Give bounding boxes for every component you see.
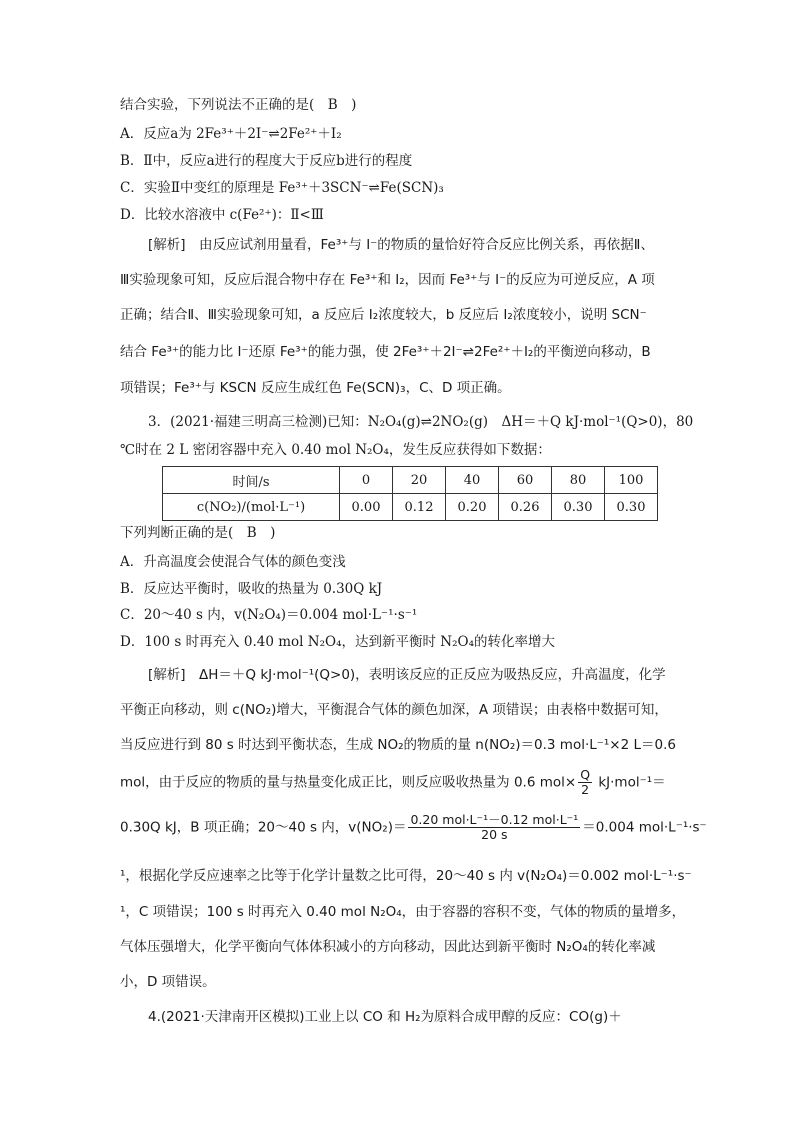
q2-option-d: D．比较水溶液中 c(Fe²⁺)：Ⅱ<Ⅲ (120, 207, 324, 223)
table-cell: 0 (340, 467, 393, 494)
q3-prompt: 下列判断正确的是( B ) (120, 525, 276, 541)
table-cell: 100 (605, 467, 658, 494)
q2-analysis-line: 正确；结合Ⅱ、Ⅲ实验现象可知，a 反应后 I₂浓度较大，b 反应后 I₂浓度较小，说明 SCN⁻ (120, 307, 647, 323)
q2-stem: 结合实验，下列说法不正确的是( B ) (120, 97, 357, 113)
q3-option-c: C．20～40 s 内，v(N₂O₄)＝0.004 mol·L⁻¹·s⁻¹ (120, 607, 418, 623)
q3-option-a: A．升高温度会使混合气体的颜色变浅 (120, 554, 346, 570)
table-header-time: 时间/s (163, 467, 340, 494)
q2-analysis-line: Ⅲ实验现象可知，反应后混合物中存在 Fe³⁺和 I₂，因而 Fe³⁺与 I⁻的反应为可逆反应，A 项 (120, 272, 655, 288)
q3-option-d: D．100 s 时再充入 0.40 mol N₂O₄，达到新平衡时 N₂O₄的转化率增大 (120, 634, 555, 650)
table-cell: 0.26 (499, 494, 552, 521)
table-cell: 0.20 (446, 494, 499, 521)
fraction-rate: $\frac{\text{0.20 mol·L⁻¹－0.12 mol·L⁻¹}}{20 s}$ (410, 812, 579, 842)
table-header-concentration: c(NO₂)/(mol·L⁻¹) (163, 494, 340, 521)
table-cell: 0.00 (340, 494, 393, 521)
q2-analysis-line: [解析] 由反应试剂用量看，Fe³⁺与 I⁻的物质的量恰好符合反应比例关系，再依据Ⅱ、 (148, 237, 654, 253)
table-cell: 80 (552, 467, 605, 494)
q3-analysis-line: [解析] ΔH＝＋Q kJ·mol⁻¹(Q>0)，表明该反应的正反应为吸热反应，升高温度，化学 (148, 667, 666, 683)
table-cell: 40 (446, 467, 499, 494)
q3-data-table (162, 466, 658, 521)
q3-analysis-line: 当反应进行到 80 s 时达到平衡状态，生成 NO₂的物质的量 n(NO₂)＝0.3 mol·L⁻¹×2 L＝0.6 (120, 737, 676, 753)
q2-analysis-line: 项错误；Fe³⁺与 KSCN 反应生成红色 Fe(SCN)₃，C、D 项正确。 (120, 380, 511, 396)
q2-analysis-line: 结合 Fe³⁺的能力比 I⁻还原 Fe³⁺的能力强，使 2Fe³⁺＋2I⁻⇌2Fe²⁺＋I₂的平衡逆向移动，B (120, 344, 651, 360)
table-row (163, 467, 658, 494)
table-cell: 20 (393, 467, 446, 494)
q4-stem: 4.(2021·天津南开区模拟)工业上以 CO 和 H₂为原料合成甲醇的反应：CO(g)＋ (148, 1009, 622, 1025)
q3-analysis-line: 小，D 项错误。 (120, 974, 216, 990)
q2-option-b: B．Ⅱ中，反应a进行的程度大于反应b进行的程度 (120, 153, 413, 169)
q3-stem-line: 3．(2021·福建三明高三检测)已知：N₂O₄(g)⇌2NO₂(g) ΔH＝＋Q kJ·mol⁻¹(Q>0)，80 (148, 414, 694, 430)
q2-option-a: A．反应a为 2Fe³⁺＋2I⁻⇌2Fe²⁺＋I₂ (120, 126, 342, 142)
q3-analysis-line-fraction: mol，由于反应的物质的量与热量变化成正比，则反应吸收热量为 0.6 mol× $\frac{Q}{2}$ kJ·mol⁻¹＝ (120, 767, 666, 797)
q3-analysis-line: ¹，根据化学反应速率之比等于化学计量数之比可得，20～40 s 内 v(N₂O₄)＝0.002 mol·L⁻¹·s⁻ (120, 868, 692, 884)
table-row (163, 494, 658, 521)
q3-analysis-line: 平衡正向移动，则 c(NO₂)增大，平衡混合气体的颜色加深，A 项错误；由表格中数据可知， (120, 702, 668, 718)
table-cell: 0.30 (605, 494, 658, 521)
q3-analysis-line-rate: 0.30Q kJ，B 项正确；20～40 s 内，v(NO₂)＝ $\frac{\text{0.20 mol·L⁻¹－0.12 mol·L⁻¹}}{20 s}$ ＝0.004 mol·L⁻¹·s⁻ (120, 812, 707, 842)
table-cell: 60 (499, 467, 552, 494)
q3-option-b: B．反应达平衡时，吸收的热量为 0.30Q kJ (120, 581, 383, 597)
q3-analysis-line: ¹，C 项错误；100 s 时再充入 0.40 mol N₂O₄，由于容器的容积不变，气体的物质的量增多， (120, 904, 686, 920)
table-cell: 0.12 (393, 494, 446, 521)
table-cell: 0.30 (552, 494, 605, 521)
fraction-q-over-2: $\frac{Q}{2}$ (580, 767, 591, 797)
q2-option-c: C．实验Ⅱ中变红的原理是 Fe³⁺＋3SCN⁻⇌Fe(SCN)₃ (120, 180, 444, 196)
q3-analysis-line: 气体压强增大，化学平衡向气体体积减小的方向移动，因此达到新平衡时 N₂O₄的转化率减 (120, 939, 656, 955)
q3-stem-line: ℃时在 2 L 密闭容器中充入 0.40 mol N₂O₄，发生反应获得如下数据： (120, 442, 551, 458)
